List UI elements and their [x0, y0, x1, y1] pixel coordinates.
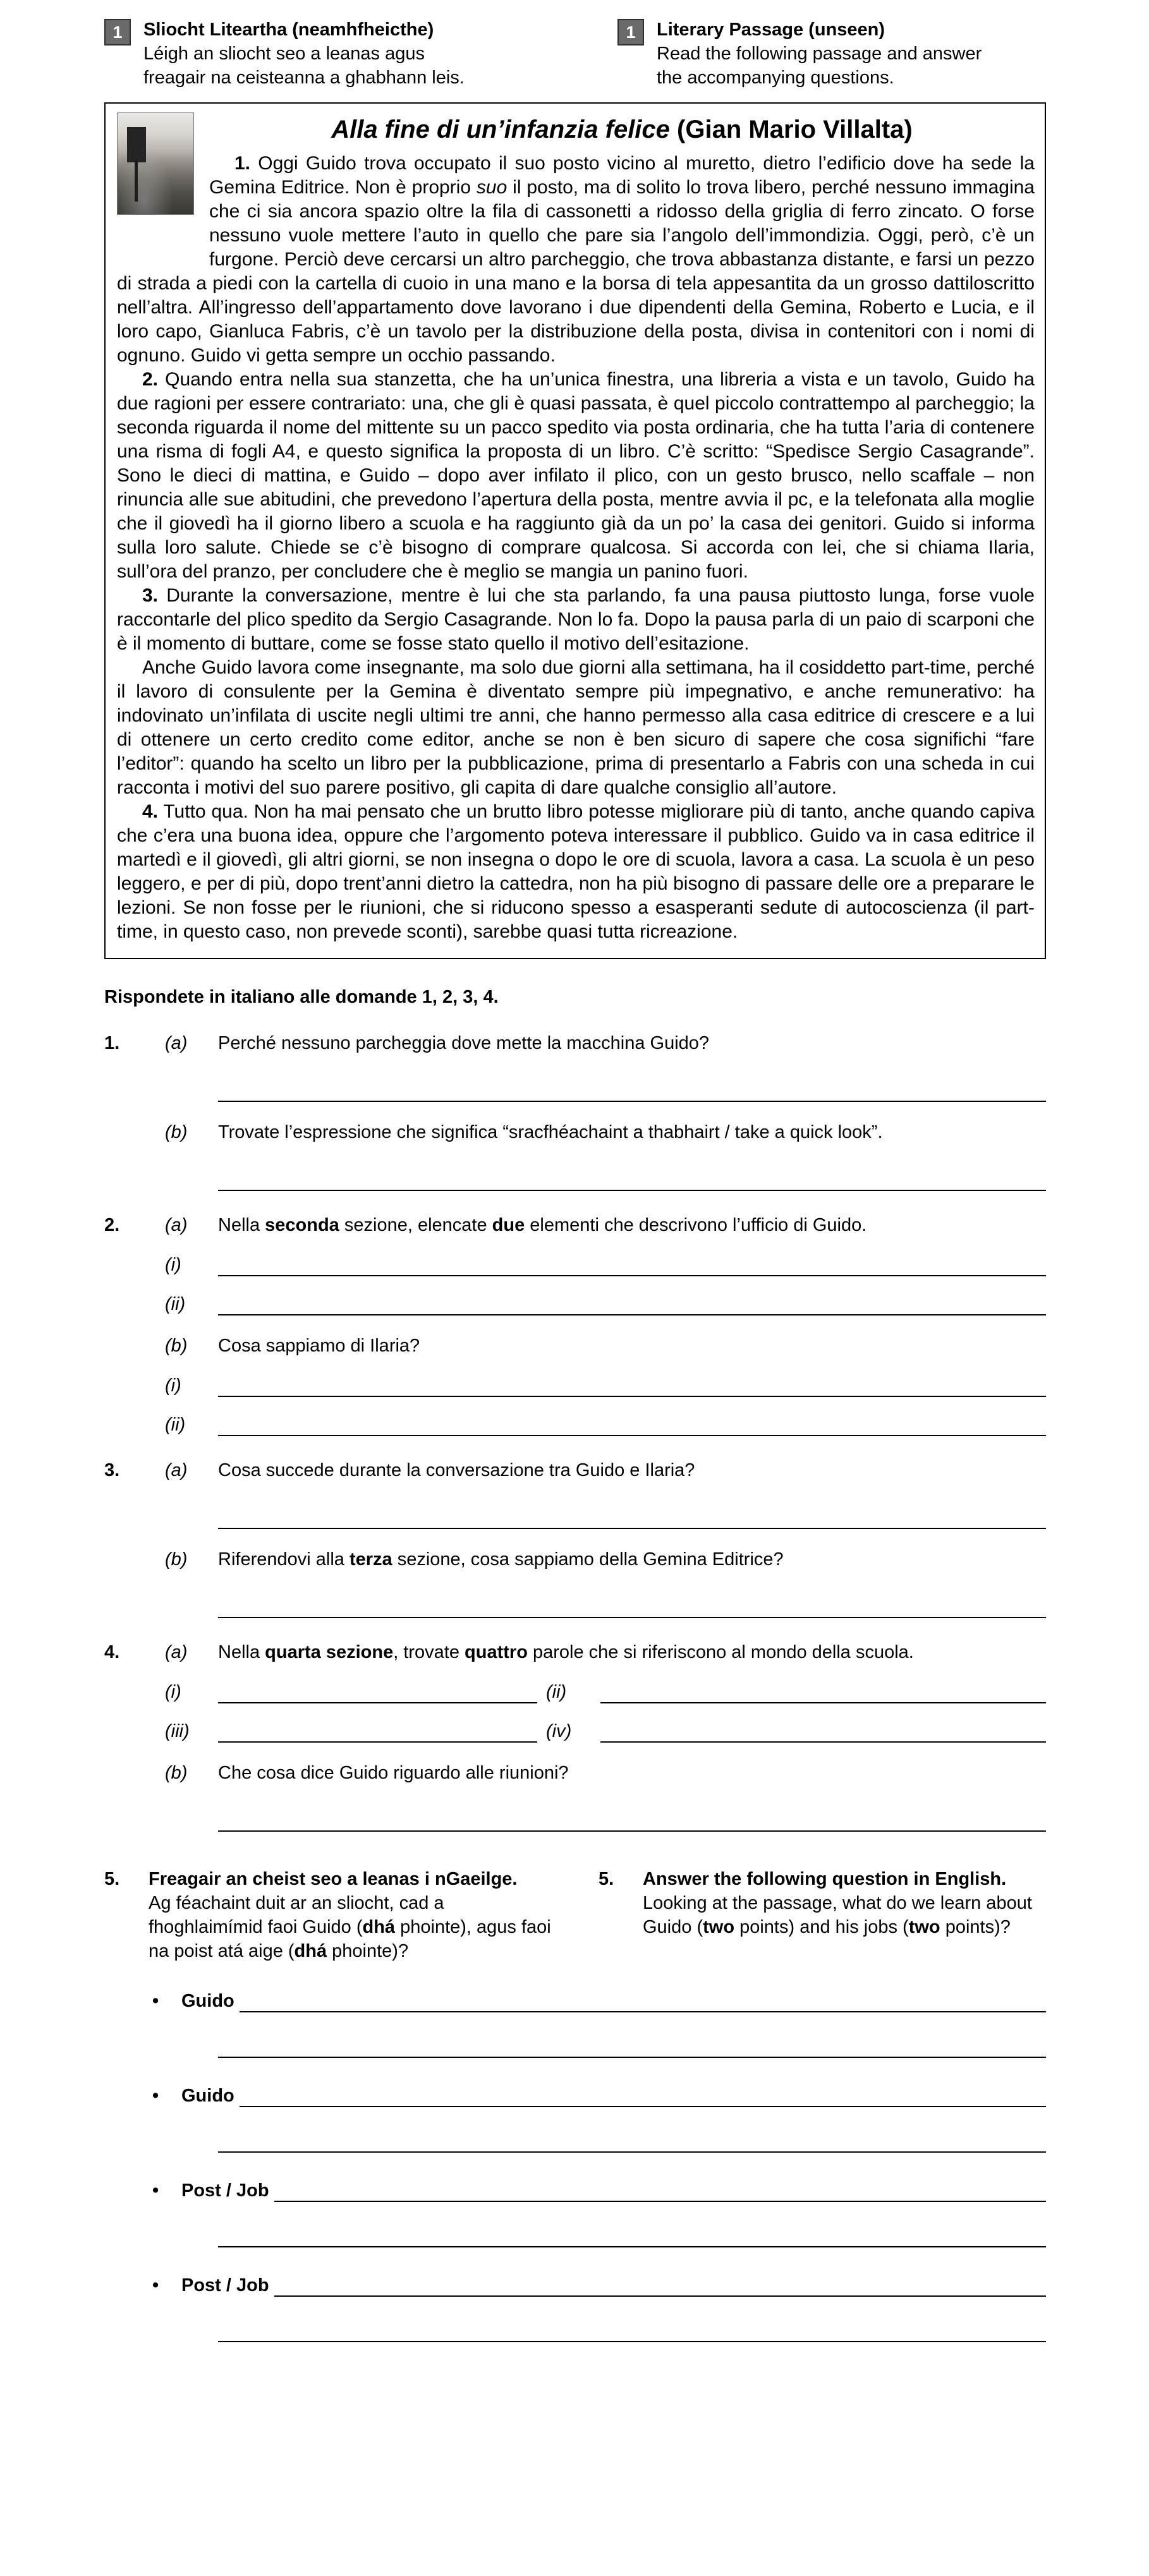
- answer-line: [218, 1413, 1046, 1436]
- question-5-number-irish: 5.: [104, 1869, 120, 1889]
- question-3b: [104, 1548, 1046, 1571]
- question-4a-text: Nella quarta sezione, trovate quattro parole che si riferiscono al mondo della scuola.: [218, 1642, 914, 1662]
- question-2a-text: Nella seconda sezione, elencate due elementi che descrivono l’ufficio di Guido.: [218, 1215, 867, 1235]
- bullet-guido-1: [152, 1990, 1046, 2012]
- question-5-number-english: 5.: [599, 1869, 614, 1889]
- question-5-irish-text: [149, 1867, 554, 1963]
- question-2a-answer-i: [165, 1254, 1046, 1276]
- question-1b-letter: (b): [165, 1122, 188, 1142]
- section-number-badge-english: 1: [617, 19, 644, 45]
- question-4-number: 4.: [104, 1642, 120, 1662]
- section-number-badge-irish: 1: [104, 19, 131, 45]
- header-irish-title: Sliocht Liteartha (neamhfheicthe): [143, 20, 434, 40]
- question-1-number: 1.: [104, 1033, 120, 1053]
- bullet-icon: •: [152, 2180, 159, 2201]
- question-3b-letter: (b): [165, 1549, 188, 1569]
- question-5-english: [599, 1867, 1046, 1963]
- question-4a-answers-iii-iv: [165, 1720, 1046, 1743]
- bullet-icon: •: [152, 2086, 159, 2106]
- answer-line: [218, 1374, 1046, 1397]
- header: [104, 18, 1046, 90]
- bullet-icon: •: [152, 2275, 159, 2295]
- header-irish: [104, 18, 617, 90]
- answer-line: [218, 2321, 1046, 2342]
- roman-ii-label: (ii): [165, 1415, 186, 1435]
- question-3a: [104, 1459, 1046, 1482]
- bullet-label-guido-2: Guido: [181, 2086, 234, 2106]
- header-irish-text: [143, 18, 465, 90]
- passage-title-author: (Gian Mario Villalta): [669, 116, 913, 143]
- italian-instructions: Rispondete in italiano alle domande 1, 2, 3, 4.: [104, 987, 499, 1007]
- question-4b-letter: (b): [165, 1763, 188, 1783]
- answer-line: [218, 1080, 1046, 1102]
- passage-title-main: Alla fine di un’infanzia felice: [331, 116, 670, 143]
- passage-title: [117, 114, 1035, 145]
- bullet-job-1: [152, 2179, 1046, 2202]
- answer-line: [218, 1681, 537, 1703]
- answer-line: [218, 1810, 1046, 1832]
- question-2b: [104, 1334, 1046, 1358]
- passage-paragraph-4: 4. Tutto qua. Non ha mai pensato che un brutto libro potesse migliorare più di tanto, anche quando capiva che c’era una buona idea, oppure che l’argomento poteva interessare il pubblico. Guido va in casa editrice il martedì e il giovedì, gli altri giorni, se non insegna o dopo le ore di scuola, lavora a casa. La scuola è un peso leggero, e per di più, dopo trent’anni dietro la cattedra, non ha più bisogno di passare delle ore a preparare le lezioni. Se non fosse per le riunioni, che si riducono spesso a esasperanti sedute di autocoscienza (il part-time, in questo caso, non prevede sconti), sarebbe quasi tutta ricreazione.: [117, 801, 1035, 942]
- question-2a-letter: (a): [165, 1215, 188, 1235]
- header-english-title: Literary Passage (unseen): [657, 20, 885, 40]
- question-1a: [104, 1032, 1046, 1055]
- passage-paragraph-2: 2. Quando entra nella sua stanzetta, che ha un’unica finestra, una libreria a vista e un tavolo, Guido ha due ragioni per essere contrariato: una, che gli è quasi passata, è quel piccolo contrattempo al parcheggio; la seconda riguarda il nome del mittente su un pacco spedito via posta ordinaria, che ha tutta l’aria di contenere una risma di fogli A4, e questo significa la proposta di un libro. C’è scritto: “Spedisce Sergio Casagrande”. Sono le dieci di mattina, e Guido – dopo aver infilato il plico, con un gesto brusco, nello scaffale – non rinuncia alle sue abitudini, che prevedono l’apertura della posta, mentre avvia il pc, e la telefonata alla moglie che il giovedì ha il giorno libero a scuola e ha raggiunto già da un po’ la casa dei genitori. Guido si informa sulla loro salute. Chiede se c’è bisogno di comprare qualcosa. Si accorda con lei, che si chiama Ilaria, sull’ora del pranzo, per concludere che è meglio se mangia un panino fuori.: [117, 369, 1035, 582]
- question-5-irish: [104, 1867, 554, 1963]
- question-1b: [104, 1121, 1046, 1144]
- answer-line: [218, 1597, 1046, 1618]
- question-2a-answer-ii: [165, 1293, 1046, 1315]
- answer-line: [218, 1508, 1046, 1529]
- question-5-english-heading: Answer the following question in English.: [643, 1869, 1007, 1889]
- question-2b-letter: (b): [165, 1336, 188, 1356]
- question-2a: [104, 1214, 1046, 1237]
- bullet-label-job-1: Post / Job: [181, 2180, 269, 2201]
- bullet-job-2: [152, 2274, 1046, 2297]
- answer-line: [274, 2274, 1046, 2297]
- passage-paragraph-3-continued: Anche Guido lavora come insegnante, ma solo due giorni alla settimana, ha il cosiddetto part-time, perché il lavoro di consulente per la Gemina è diventato sempre più impegnativo, e anche remunerativo: ha indovinato un’infilata di uscite negli ultimi tre anni, che hanno permesso alla casa editrice di crescere e a lui di ottenere un certo credito come editor, anche se non è ben sicuro di sapere che cosa significhi “fare l’editor”: quando ha scelto un libro per la pubblicazione, prima di presentarlo a Fabris con una scheda in cui racconta i motivi del suo parere positivo, gli capita di dare qualche consiglio all’autore.: [117, 657, 1035, 798]
- question-2b-answer-i: [165, 1374, 1046, 1397]
- header-irish-line1: Léigh an sliocht seo a leanas agus: [143, 44, 425, 64]
- roman-i-label: (i): [165, 1682, 181, 1702]
- question-4a-letter: (a): [165, 1642, 188, 1662]
- question-5-english-text: [643, 1867, 1046, 1963]
- header-english: [617, 18, 1046, 90]
- answer-line: [240, 1990, 1046, 2012]
- roman-iv-label: (iv): [546, 1721, 572, 1741]
- question-4a-answers-i-ii: [165, 1681, 1046, 1703]
- question-1a-text: Perché nessuno parcheggia dove mette la macchina Guido?: [218, 1033, 710, 1053]
- roman-i-label: (i): [165, 1255, 181, 1275]
- answer-line: [600, 1720, 1046, 1743]
- question-2b-answer-ii: [165, 1413, 1046, 1436]
- roman-ii-label: (ii): [165, 1294, 186, 1314]
- answer-line: [240, 2084, 1046, 2107]
- passage-paragraph-1: 1. Oggi Guido trova occupato il suo posto vicino al muretto, dietro l’edificio dove ha sede la Gemina Editrice. Non è proprio suo il posto, ma di solito lo trova libero, perché nessuno immagina che ci sia ancora spazio oltre la fila di cassonetti a ridosso della griglia di ferro zincato. O forse nessuno vuole mettere l’auto in quello che pare sia l’angolo dell’immondizia. Oggi, però, c’è un furgone. Perciò deve cercarsi un altro parcheggio, che trova abbastanza distante, e farsi un pezzo di strada a piedi con la cartella di cuoio in una mano e la borsa di tela appesantita da un grosso dattiloscritto nell’altra. All’ingresso dell’appartamento dove lavorano i due dipendenti della Gemina, Roberto e Lucia, e il loro capo, Gianluca Fabris, c’è un tavolo per la distribuzione della posta, divisa in contenitori con i nomi di ognuno. Guido vi getta sempre un occhio passando.: [117, 153, 1035, 366]
- bullet-label-job-2: Post / Job: [181, 2275, 269, 2295]
- question-4b: [104, 1762, 1046, 1785]
- answer-line: [218, 2131, 1046, 2153]
- question-2b-text: Cosa sappiamo di Ilaria?: [218, 1336, 420, 1356]
- question-3b-text: Riferendovi alla terza sezione, cosa sappiamo della Gemina Editrice?: [218, 1549, 784, 1569]
- passage-photo-frame: [117, 112, 194, 264]
- answer-line: [218, 1254, 1046, 1276]
- roman-iii-label: (iii): [165, 1721, 190, 1741]
- passage-box: [104, 102, 1046, 959]
- question-3a-letter: (a): [165, 1460, 188, 1480]
- question-3a-text: Cosa succede durante la conversazione tra Guido e Ilaria?: [218, 1460, 695, 1480]
- passage-paragraph-3: 3. Durante la conversazione, mentre è lui che sta parlando, fa una pausa piuttosto lunga, forse vuole raccontarle del plico spedito da Sergio Casagrande. Non lo fa. Dopo la pausa parla di un paio di scarponi che è il momento di buttare, come se fosse stato quello il motivo dell’esitazione.: [117, 585, 1035, 654]
- question-5: [104, 1867, 1046, 1963]
- question-5-irish-heading: Freagair an cheist seo a leanas i nGaeilge.: [149, 1869, 518, 1889]
- header-english-line1: Read the following passage and answer: [657, 44, 982, 64]
- question-3-number: 3.: [104, 1460, 120, 1480]
- header-english-line2: the accompanying questions.: [657, 68, 894, 88]
- answer-line: [600, 1681, 1046, 1703]
- bullet-guido-2: [152, 2084, 1046, 2107]
- answer-line: [274, 2179, 1046, 2202]
- question-4b-text: Che cosa dice Guido riguardo alle riunioni?: [218, 1763, 569, 1783]
- roman-i-label: (i): [165, 1376, 181, 1396]
- question-2-number: 2.: [104, 1215, 120, 1235]
- bullet-icon: •: [152, 1991, 159, 2011]
- answer-line: [218, 1170, 1046, 1191]
- question-1a-letter: (a): [165, 1033, 188, 1053]
- header-irish-line2: freagair na ceisteanna a ghabhann leis.: [143, 68, 465, 88]
- header-english-text: [657, 18, 982, 90]
- roman-ii-label: (ii): [546, 1682, 567, 1702]
- question-5-irish-body: Ag féachaint duit ar an sliocht, cad a fhoghlaimímid faoi Guido (dhá phointe), agus faoi na poist atá aige (dhá phointe)?: [149, 1893, 551, 1961]
- answer-line: [218, 1293, 1046, 1315]
- answer-line: [218, 2226, 1046, 2247]
- answer-line: [218, 1720, 537, 1743]
- bullet-label-guido-1: Guido: [181, 1991, 234, 2011]
- field-photo: [117, 112, 194, 215]
- answer-line: [218, 2036, 1046, 2058]
- question-4a: [104, 1641, 1046, 1664]
- question-5-english-body: Looking at the passage, what do we learn about Guido (two points) and his jobs (two points)?: [643, 1893, 1032, 1937]
- question-1b-text: Trovate l’espressione che significa “sracfhéachaint a thabhairt / take a quick look”.: [218, 1122, 883, 1142]
